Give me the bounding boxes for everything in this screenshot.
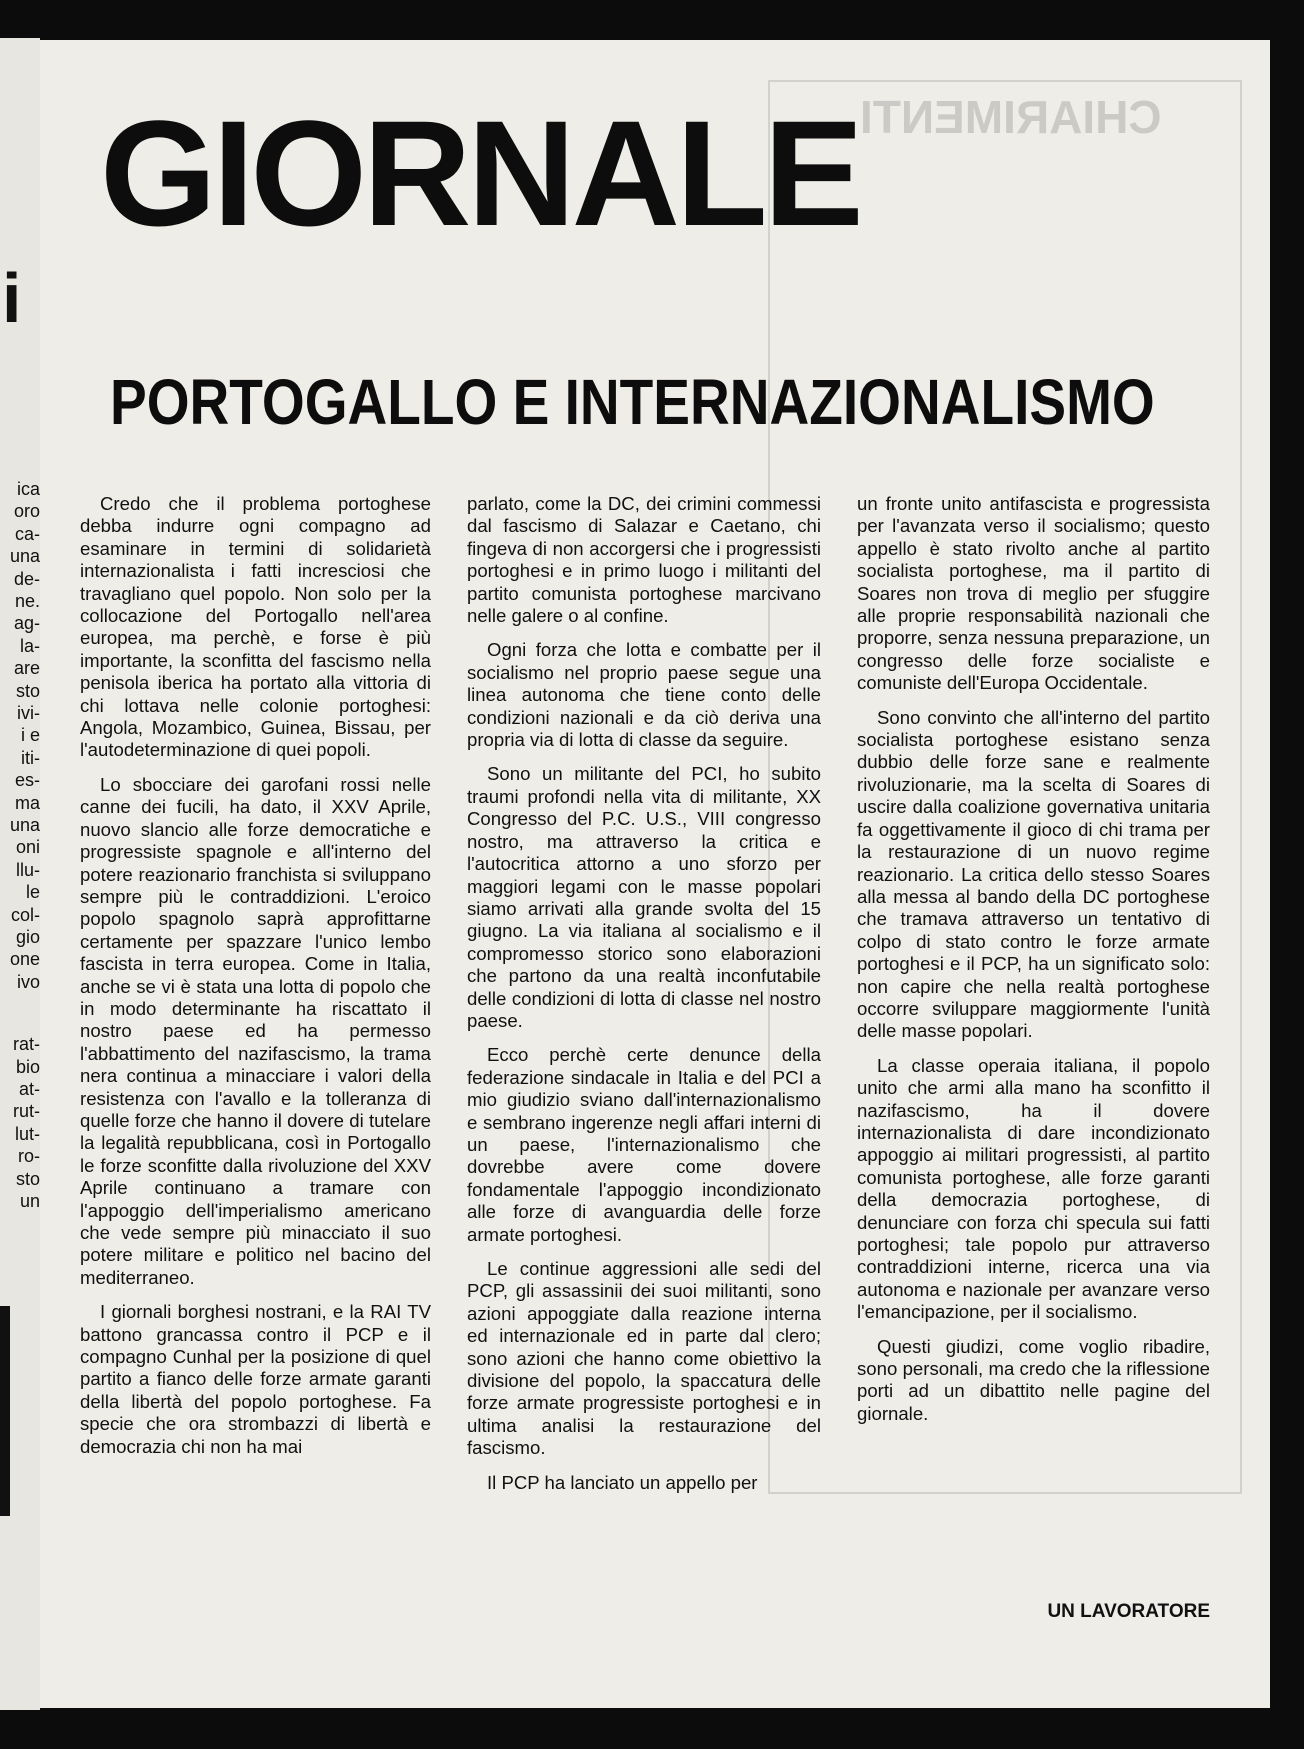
- paragraph: I giornali borghesi nostrani, e la RAI TV battono grancassa contro il PCP e il compagno Cunhal per la posizione di quel partito a fianco delle forze armate garanti della libertà del popolo portoghese. Fa specie che ora strombazzi di libertà e democrazia chi non ha mai: [80, 1301, 431, 1457]
- paragraph: Ogni forza che lotta e combatte per il socialismo nel proprio paese segue una linea autonoma che tiene conto delle condizioni nazionali e da ciò deriva una propria via di lotta di classe da seguire.: [467, 639, 821, 751]
- adjacent-page-fragment: ag-: [13, 613, 40, 634]
- adjacent-page-fragment: rut-: [13, 1101, 40, 1122]
- paragraph: Il PCP ha lanciato un appello per: [487, 1471, 758, 1493]
- paragraph: Lo sbocciare dei garofani rossi nelle canne dei fucili, ha dato, il XXV Aprile, nuovo slancio alle forze democratiche e progressiste spagnole e all'interno del potere reazionario franchista si sviluppano sempre più le contraddizioni. L'eroico popolo spagnolo saprà approfittarne certamente per spazzare l'unico lembo fascista in terra europea. Come in Italia, anche se vi è stata una lotta di popolo che in modo determinante ha riscattato il nostro paese ed ha permesso l'abbattimento del nazifascismo, la trama nera continua a minacciare i valori della resistenza con l'avallo e la tolleranza di quelle forze che hanno il dovere di tutelare la legalità repubblicana, così in Portogallo le forze sconfitte dalla rivoluzione del XXV Aprile continuano a tramare con l'appoggio dell'imperialismo americano che vede sempre più minacciato il suo potere militare e politico nel bacino del mediterraneo.: [80, 773, 431, 1288]
- adjacent-page-fragment: oni: [15, 837, 40, 858]
- bleed-through-title: CHIARIMENTI: [860, 91, 1162, 143]
- paragraph: Questi giudizi, come voglio ribadire, sono personali, ma credo che la riflessione porti ad un dibattito nelle pagine del giornale.: [857, 1335, 1210, 1424]
- adjacent-page-fragment: ca-: [14, 523, 40, 544]
- adjacent-page-fragment: ro-: [18, 1146, 40, 1167]
- adjacent-page-fragment: de-: [13, 568, 40, 589]
- adjacent-page-fragment: at-: [18, 1079, 40, 1099]
- adjacent-page-fragment: ica: [16, 479, 40, 499]
- article-column-1: [80, 493, 431, 1470]
- adjacent-page-fragment: es-: [14, 770, 40, 791]
- adjacent-page-fragment: i e: [20, 725, 40, 746]
- article-column-2: [467, 493, 821, 1506]
- adjacent-page-fragment: sto: [15, 680, 40, 701]
- paragraph: La classe operaia italiana, il popolo unito che armi alla mano ha sconfitto il nazifascismo, ha il dovere internazionalista di dare incondizionato appoggio ai militari progressisti, al partito comunista portoghese, alle forze garanti della democrazia portoghese, di denunciare con forza chi specula sui fatti portoghesi; tale popolo pur attraverso contraddizioni interne, ricerca una via autonoma e nazionale per avanzare verso l'emancipazione, per il socialismo.: [857, 1054, 1210, 1323]
- adjacent-page-fragment: una: [9, 546, 40, 567]
- paragraph: Sono convinto che all'interno del partito socialista portoghese esistano senza dubbio delle forze sane e realmente rivoluzionarie, ma la scelta di Soares di uscire dalla coalizione governativa unitaria fa oggettivamente il gioco di chi trama per la restaurazione di un nuovo regime reazionario. La critica dello stesso Soares alla messa al bando della DC portoghese che tramava attraverso un tentativo di colpo di stato contro le forze armate portoghesi e il PCP, ha un significato solo: non capire che nella realtà portoghese occorre sviluppare maggiormente l'unità delle masse popolari.: [857, 706, 1210, 1042]
- paragraph: Sono un militante del PCI, ho subito traumi profondi nella vita di militante, XX Congresso del P.C. U.S., VIII congresso nostro, ma attraverso la critica e l'autocritica attorno a uno sforzo per maggiori legami con le masse popolari siamo arrivati alla grande svolta del 15 giugno. La via italiana al socialismo e il compromesso storico sono elaborazioni che partono da una realtà inconfutabile delle condizioni di lotta di classe nel nostro paese.: [467, 763, 821, 1031]
- adjacent-page-fragment: un: [19, 1191, 40, 1211]
- adjacent-page-fragment: oro: [13, 501, 40, 522]
- adjacent-page-fragment: bio: [15, 1056, 40, 1077]
- adjacent-page-fragment: iti-: [21, 747, 40, 768]
- adjacent-page-fragment: la-: [19, 635, 40, 656]
- adjacent-page-fragment: ivi-: [17, 703, 40, 723]
- adjacent-page-fragment: gio: [15, 927, 40, 947]
- adjacent-page-strip: [0, 38, 40, 1710]
- paragraph: parlato, come la DC, dei crimini commessi dal fascismo di Salazar e Caetano, chi fingeva di non accorgersi che i progressisti portoghesi e in primo luogo i militanti del partito comunista portoghese marcivano nelle galere o al confine.: [467, 493, 821, 627]
- adjacent-page-fragment: le: [25, 882, 40, 903]
- adjacent-page-fragment: col-: [10, 904, 40, 925]
- paragraph: un fronte unito antifascista e progressista per l'avanzata verso il socialismo; questo appello è stato rivolto anche al partito socialista portoghese, ma il partito di Soares non trova di meglio per sfuggire alle proprie responsabilità nazionali che proporre, senza nessuna preparazione, un congresso delle forze socialiste e comuniste dell'Europa Occidentale.: [857, 493, 1210, 694]
- adjacent-page-fragment: are: [13, 658, 40, 679]
- masthead: GIORNALE: [100, 89, 860, 257]
- adjacent-page-black-box: [0, 1306, 10, 1516]
- adjacent-page-fragment: lut-: [14, 1123, 40, 1144]
- article-headline: PORTOGALLO E INTERNAZIONALISMO: [110, 366, 1155, 438]
- article-column-3: [857, 493, 1210, 1437]
- adjacent-page-fragment: rat-: [13, 1034, 40, 1055]
- paragraph: Credo che il problema portoghese debba indurre ogni compagno ad esaminare in termini di solidarietà internazionalista i fatti incresciosi che travagliano quel popolo. Non solo per la collocazione del Portogallo nell'area europea, ma perchè, e forse è più importante, la sconfitta del fascismo nella penisola iberica ha portato alla vittoria di chi lottava nelle colonie portoghesi: Angola, Mozambico, Guinea, Bissau, per l'autodeterminazione di quei popoli.: [80, 493, 431, 761]
- paragraph: Le continue aggressioni alle sedi del PCP, gli assassinii dei suoi militanti, sono azioni appoggiate dalla reazione interna ed internazionale ed in parte dal clero; sono azioni che hanno come obiettivo la divisione del popolo, la spaccatura delle forze armate progressiste portoghesi e in ultima analisi la restaurazione del fascismo.: [467, 1258, 821, 1459]
- paragraph: Ecco perchè certe denunce della federazione sindacale in Italia e del PCI a mio giudizio sviano dall'internazionalismo e sembrano ingerenze negli affari interni di un paese, l'internazionalismo che dovrebbe avere come dovere fondamentale l'appoggio incondizionato alle forze di avanguardia delle forze armate portoghesi.: [467, 1044, 821, 1245]
- adjacent-page-drop-letter: i: [2, 259, 22, 337]
- adjacent-page-fragment: ne.: [14, 591, 40, 611]
- adjacent-page-fragment: ma: [14, 792, 40, 813]
- adjacent-page-fragment: llu-: [15, 859, 40, 880]
- adjacent-page-fragment: ivo: [16, 971, 40, 992]
- adjacent-page-fragment: una: [9, 815, 40, 835]
- adjacent-page-fragment: one: [9, 949, 40, 970]
- adjacent-page-fragment: sto: [15, 1168, 40, 1189]
- article-signature: UN LAVORATORE: [1047, 1601, 1210, 1622]
